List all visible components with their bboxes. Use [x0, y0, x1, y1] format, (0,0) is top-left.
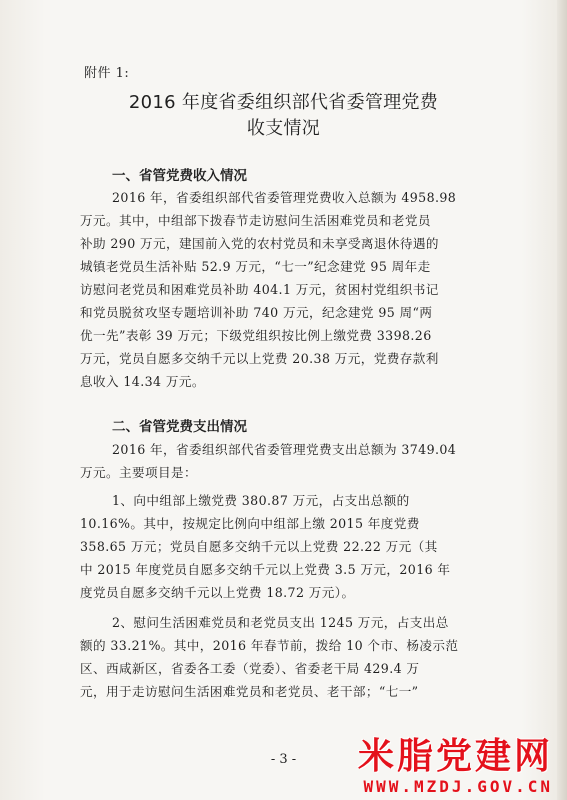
watermark-url: WWW.MZDJ.GOV.CN [363, 777, 553, 796]
text-line: 和党员脱贫攻坚专题培训补助 740 万元，纪念建党 95 周“两 [80, 305, 433, 320]
watermark-site-name: 米脂党建网 [357, 736, 553, 777]
expenditure-intro-paragraph [80, 438, 507, 484]
text-line: 城镇老党员生活补贴 52.9 万元，“七一”纪念建党 95 周年走 [80, 259, 431, 274]
section-heading-income: 一、省管党费收入情况 [112, 168, 247, 184]
section-heading-expenditure: 二、省管党费支出情况 [112, 419, 247, 435]
text-line: 10.16%。其中，按规定比例向中组部上缴 2015 年度党费 [80, 516, 420, 531]
text-line: 补助 290 万元，建国前入党的农村党员和未享受离退休待遇的 [80, 236, 439, 251]
expenditure-item-1 [80, 489, 507, 604]
text-line: 万元。其中，中组部下拨春节走访慰问生活困难党员和老党员 [80, 213, 431, 228]
text-line: 优一先”表彰 39 万元；下级党组织按比例上缴党费 3398.26 [80, 328, 432, 343]
document-title-line-2: 收支情况 [246, 118, 321, 139]
text-line: 区、西咸新区，省委各工委（党委）、省委老干局 429.4 万 [80, 661, 420, 676]
text-line: 访慰问老党员和困难党员补助 404.1 万元，贫困村党组织书记 [80, 282, 439, 297]
income-paragraph [80, 186, 507, 393]
text-line: 元，用于走访慰问生活困难党员和老党员、老干部；“七一” [80, 684, 419, 699]
page-number: - 3 - [270, 752, 297, 767]
text-line: 2016 年，省委组织部代省委管理党费收入总额为 4958.98 [112, 190, 457, 205]
site-watermark [358, 728, 553, 796]
document-title-line-1: 2016 年度省委组织部代省委管理党费 [128, 92, 439, 113]
text-line: 额的 33.21%。其中，2016 年春节前，拨给 10 个市、杨凌示范 [80, 638, 459, 653]
text-line: 中 2015 年度党员自愿多交纳千元以上党费 3.5 万元，2016 年 [80, 562, 451, 577]
text-line: 息收入 14.34 万元。 [80, 374, 205, 389]
text-line: 万元，党员自愿多交纳千元以上党费 20.38 万元，党费存款利 [80, 351, 439, 366]
text-line: 度党员自愿多交纳千元以上党费 18.72 万元）。 [80, 585, 355, 600]
text-line: 2016 年，省委组织部代省委管理党费支出总额为 3749.04 [112, 442, 457, 457]
expenditure-item-2 [80, 611, 507, 703]
text-line: 万元。主要项目是： [80, 465, 197, 480]
text-line: 1、向中组部上缴党费 380.87 万元，占支出总额的 [112, 493, 410, 508]
attachment-label: 附件 1: [84, 66, 130, 81]
text-line: 2、慰问生活困难党员和老党员支出 1245 万元，占支出总 [112, 615, 449, 630]
text-line: 358.65 万元；党员自愿多交纳千元以上党费 22.22 万元（其 [80, 539, 438, 554]
